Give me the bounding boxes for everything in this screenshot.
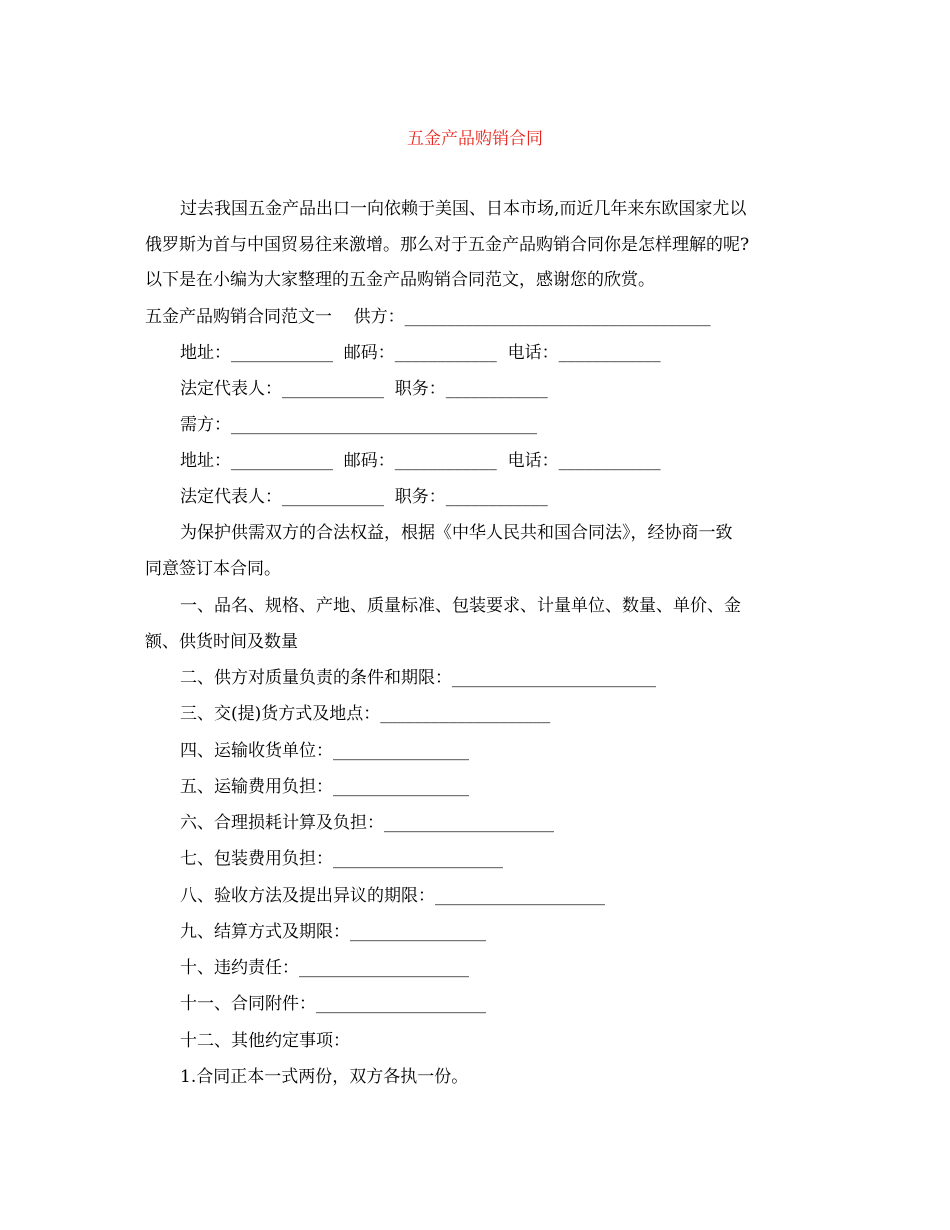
buyer-address-line: 地址：____________ 邮码：____________ 电话：____________: [180, 451, 661, 471]
purpose-line-2: 同意签订本合同。: [145, 559, 281, 579]
clause-1-line-1: 一、品名、规格、产地、质量标准、包装要求、计量单位、数量、单价、金: [180, 596, 741, 616]
clause-10: 十、违约责任：____________________: [180, 958, 469, 978]
sample-heading-supplier-line: 五金产品购销合同范文一 供方：____________________________________: [145, 307, 711, 327]
clause-2: 二、供方对质量负责的条件和期限：________________________: [180, 668, 656, 688]
supplier-address-line: 地址：____________ 邮码：____________ 电话：____________: [180, 343, 661, 363]
clause-5: 五、运输费用负担：________________: [180, 777, 469, 797]
clause-1-line-2: 额、供货时间及数量: [145, 632, 298, 652]
clause-3: 三、交(提)货方式及地点：____________________: [180, 704, 551, 724]
clause-12-item-1: 1.合同正本一式两份，双方各执一份。: [180, 1067, 469, 1087]
clause-12: 十二、其他约定事项：: [180, 1031, 350, 1051]
supplier-representative-line: 法定代表人：____________ 职务：____________: [180, 379, 548, 399]
clause-6: 六、合理损耗计算及负担：____________________: [180, 813, 554, 833]
intro-line-1: 过去我国五金产品出口一向依赖于美国、日本市场,而近几年来东欧国家尤以: [180, 199, 747, 219]
clause-4: 四、运输收货单位：________________: [180, 741, 469, 761]
clause-7: 七、包装费用负担：____________________: [180, 849, 503, 869]
intro-line-2: 俄罗斯为首与中国贸易往来激增。那么对于五金产品购销合同你是怎样理解的呢?: [145, 235, 750, 255]
purpose-line-1: 为保护供需双方的合法权益，根据《中华人民共和国合同法》，经协商一致: [180, 523, 733, 543]
buyer-representative-line: 法定代表人：____________ 职务：____________: [180, 487, 548, 507]
intro-line-3: 以下是在小编为大家整理的五金产品购销合同范文，感谢您的欣赏。: [145, 270, 655, 290]
clause-8: 八、验收方法及提出异议的期限：____________________: [180, 886, 605, 906]
clause-9: 九、结算方式及期限：________________: [180, 922, 486, 942]
document-title: 五金产品购销合同: [407, 129, 543, 149]
clause-11: 十一、合同附件：____________________: [180, 994, 486, 1014]
buyer-line: 需方：____________________________________: [180, 415, 537, 435]
